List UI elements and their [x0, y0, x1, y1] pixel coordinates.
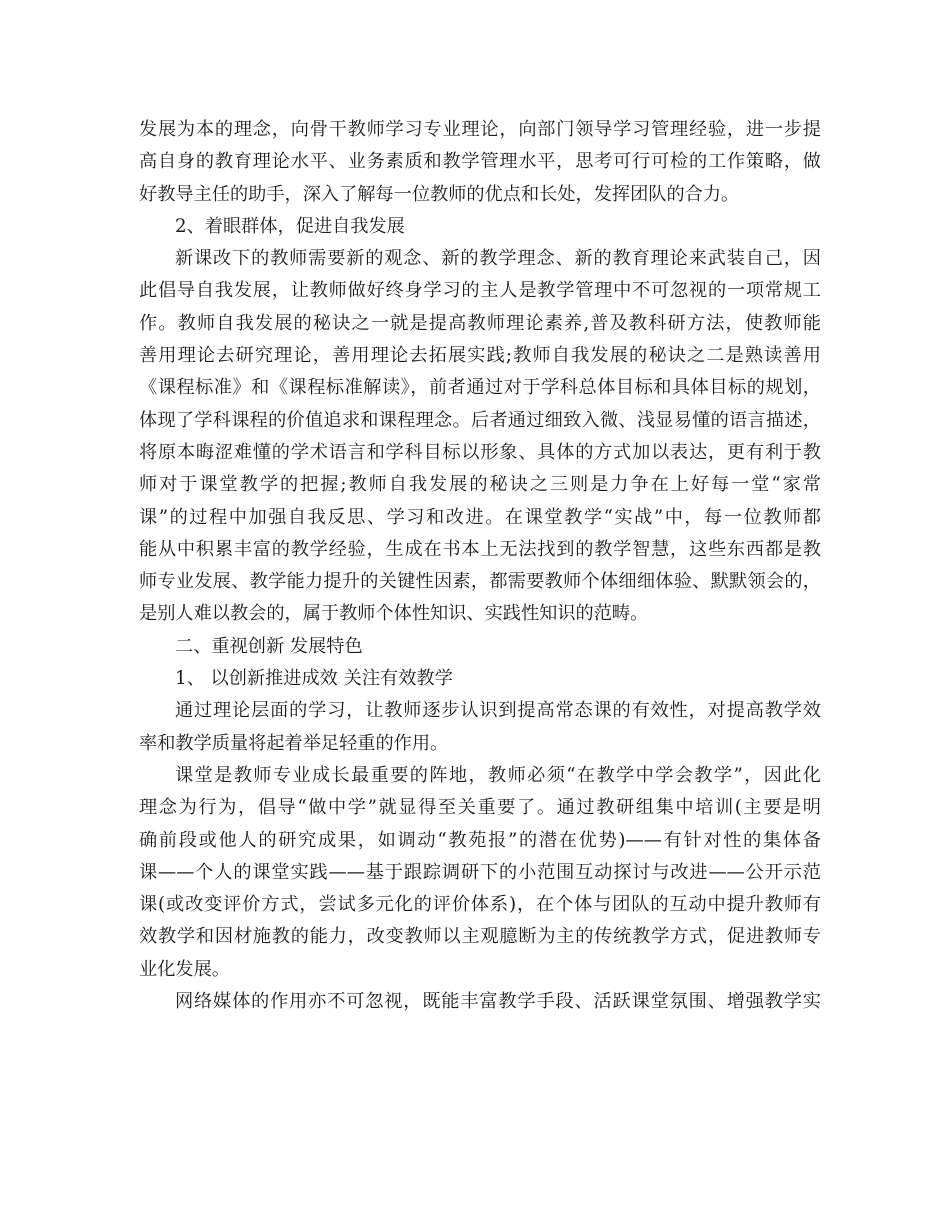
text-line: 师专业发展、教学能力提升的关键性因素，都需要教师个体细细体验、默默领会的，	[139, 571, 821, 593]
text-line: 2、着眼群体，促进自我发展	[175, 215, 405, 237]
text-line: 二、重视创新 发展特色	[175, 635, 363, 657]
document-body	[139, 114, 821, 1018]
text-line: 效教学和因材施教的能力，改变教师以主观臆断为主的传统教学方式，促进教师专	[139, 926, 821, 948]
text-line: 率和教学质量将起着举足轻重的作用。	[139, 732, 449, 754]
text-line: 善用理论去研究理论，善用理论去拓展实践;教师自我发展的秘诀之二是熟读善用	[139, 345, 821, 367]
text-line: 能从中积累丰富的教学经验，生成在书本上无法找到的教学智慧，这些东西都是教	[139, 538, 821, 560]
text-line: 通过理论层面的学习，让教师逐步认识到提高常态课的有效性，对提高教学效	[175, 700, 821, 722]
text-line: 业化发展。	[139, 958, 230, 980]
text-line: 《课程标准》和《课程标准解读》，前者通过对于学科总体目标和具体目标的规划，	[139, 377, 821, 399]
text-line: 理念为行为，倡导“做中学”就显得至关重要了。通过教研组集中培训(主要是明	[139, 797, 821, 819]
text-line: 此倡导自我发展，让教师做好终身学习的主人是教学管理中不可忽视的一项常规工	[139, 280, 821, 302]
text-line: 课”的过程中加强自我反思、学习和改进。在课堂教学“实战”中，每一位教师都	[139, 506, 821, 528]
text-line: 课堂是教师专业成长最重要的阵地，教师必须“在教学中学会教学”，因此化	[175, 764, 821, 786]
text-line: 网络媒体的作用亦不可忽视，既能丰富教学手段、活跃课堂氛围、增强教学实	[175, 991, 821, 1013]
text-line: 高自身的教育理论水平、业务素质和教学管理水平，思考可行可检的工作策略，做	[139, 151, 821, 173]
text-line: 课(或改变评价方式，尝试多元化的评价体系)，在个体与团队的互动中提升教师有	[139, 894, 821, 916]
text-line: 好教导主任的助手，深入了解每一位教师的优点和长处，发挥团队的合力。	[139, 183, 740, 205]
text-line: 新课改下的教师需要新的观念、新的教学理念、新的教育理论来武装自己，因	[175, 248, 821, 270]
text-line: 1、 以创新推进成效 关注有效教学	[175, 668, 453, 690]
text-line: 体现了学科课程的价值追求和课程理念。后者通过细致入微、浅显易懂的语言描述，	[139, 409, 821, 431]
text-line: 作。教师自我发展的秘诀之一就是提高教师理论素养,普及教科研方法，使教师能	[139, 312, 821, 334]
text-line: 确前段或他人的研究成果，如调动“教苑报”的潜在优势)——有针对性的集体备	[139, 829, 821, 851]
text-line: 发展为本的理念，向骨干教师学习专业理论，向部门领导学习管理经验，进一步提	[139, 119, 821, 140]
text-line: 将原本晦涩难懂的学术语言和学科目标以形象、具体的方式加以表达，更有利于教	[139, 441, 821, 463]
text-line: 是别人难以教会的，属于教师个体性知识、实践性知识的范畴。	[139, 603, 649, 625]
text-line: 课——个人的课堂实践——基于跟踪调研下的小范围互动探讨与改进——公开示范	[139, 861, 821, 883]
text-line: 师对于课堂教学的把握;教师自我发展的秘诀之三则是力争在上好每一堂“家常	[139, 474, 821, 496]
